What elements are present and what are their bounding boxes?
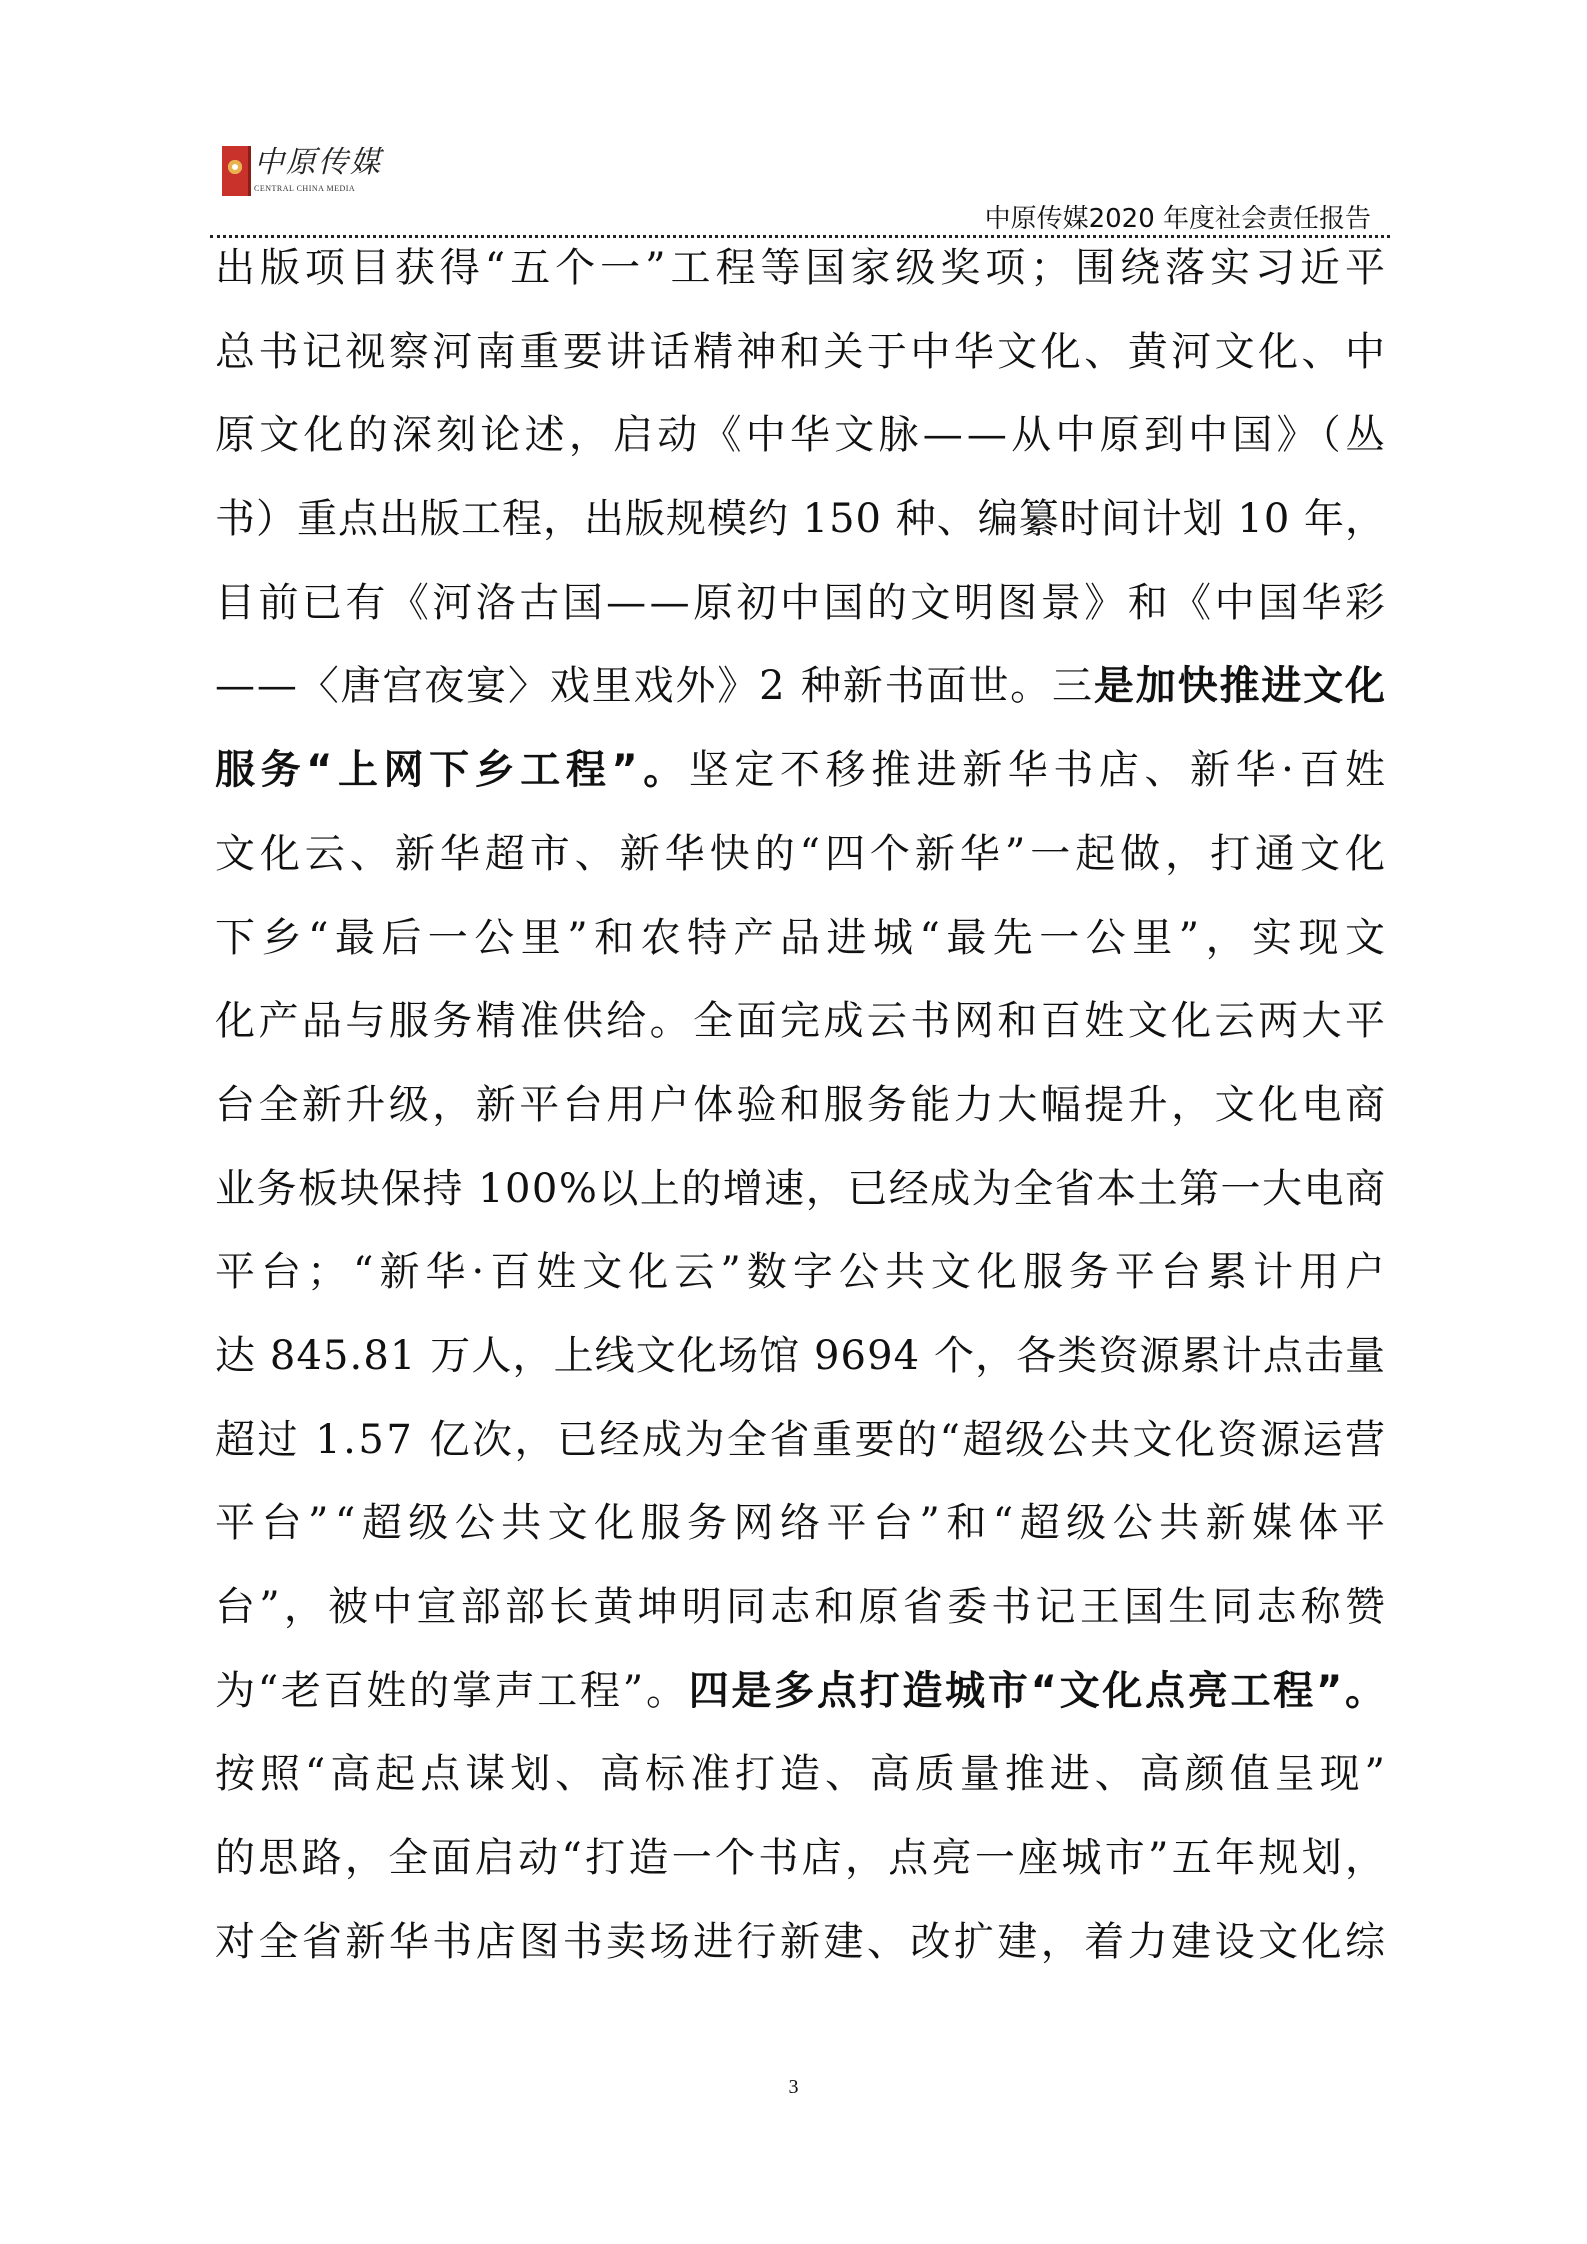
- company-logo: [222, 146, 382, 196]
- text-segment: 文化云、新华超市、新华快的“四个新华”一起做，打通文化: [215, 830, 1390, 877]
- text-line: [215, 1244, 1392, 1328]
- text-line: [215, 1579, 1390, 1663]
- text-line: [215, 324, 1389, 408]
- text-segment: 下乡“最后一公里”和农特产品进城“最先一公里”，实现文: [215, 914, 1392, 961]
- bold-text-segment: 是加快推进文化: [1093, 663, 1387, 710]
- bold-text-segment: 四是多点打造城市“文化点亮工程”。: [688, 1667, 1388, 1714]
- text-line: [215, 1495, 1392, 1579]
- logo-chinese-name: 中原传媒: [254, 145, 382, 180]
- text-line: [215, 1830, 1389, 1914]
- text-line: [215, 742, 1391, 826]
- text-line: [215, 1412, 1388, 1496]
- text-line: [215, 1746, 1390, 1830]
- text-segment: 台全新升级，新平台用户体验和服务能力大幅提升，文化电商: [215, 1081, 1389, 1128]
- text-line: [215, 1161, 1385, 1245]
- text-line: [215, 1077, 1389, 1161]
- text-line: [215, 1663, 1388, 1747]
- text-line: [215, 826, 1390, 910]
- text-segment: 达 845.81 万人，上线文化场馆 9694 个，各类资源累计点击量: [215, 1332, 1387, 1379]
- text-line: [215, 407, 1390, 491]
- text-segment: 业务板块保持 100%以上的增速，已经成为全省本土第一大电商: [215, 1165, 1387, 1212]
- text-line: [215, 575, 1389, 659]
- bold-text-segment: 服务“上网下乡工程”。: [215, 747, 689, 794]
- logo-english-name: CENTRAL CHINA MEDIA: [254, 184, 356, 193]
- text-segment: 平台”“超级公共文化服务网络平台”和“超级公共新媒体平: [215, 1500, 1392, 1547]
- header-divider: [210, 235, 1390, 238]
- logo-emblem-icon: [222, 146, 248, 196]
- report-title: 中原传媒2020 年度社会责任报告: [984, 204, 1371, 234]
- text-segment: ——〈唐宫夜宴〉戏里戏外》2 种新书面世。三: [215, 663, 1094, 710]
- text-line: [215, 993, 1389, 1077]
- page-number: 3: [788, 2076, 799, 2098]
- text-segment: 按照“高起点谋划、高标准打造、高质量推进、高颜值呈现”: [215, 1751, 1390, 1798]
- text-segment: 对全省新华书店图书卖场进行新建、改扩建，着力建设文化综: [215, 1918, 1389, 1965]
- text-line: [215, 1914, 1389, 1998]
- text-segment: 化产品与服务精准供给。全面完成云书网和百姓文化云两大平: [215, 998, 1389, 1045]
- text-segment: 台”，被中宣部部长黄坤明同志和原省委书记王国生同志称赞: [215, 1584, 1390, 1630]
- text-segment: 平台；“新华·百姓文化云”数字公共文化服务平台累计用户: [215, 1249, 1392, 1296]
- text-line: [215, 658, 1385, 742]
- text-segment: 的思路，全面启动“打造一个书店，点亮一座城市”五年规划，: [215, 1835, 1389, 1882]
- text-line: [215, 240, 1390, 324]
- text-line: [215, 910, 1392, 994]
- text-segment: 为“老百姓的掌声工程”。: [215, 1667, 689, 1714]
- text-line: [215, 491, 1385, 575]
- text-segment: 书）重点出版工程，出版规模约 150 种、编纂时间计划 10 年，: [215, 496, 1386, 543]
- text-segment: 超过 1.57 亿次，已经成为全省重要的“超级公共文化资源运营: [215, 1416, 1388, 1463]
- text-segment: 总书记视察河南重要讲话精神和关于中华文化、黄河文化、中: [215, 328, 1389, 375]
- text-segment: 原文化的深刻论述，启动《中华文脉——从中原到中国》（丛: [215, 412, 1390, 459]
- text-line: [215, 1328, 1385, 1412]
- body-text: [215, 240, 1392, 1997]
- text-segment: 坚定不移推进新华书店、新华·百姓: [688, 747, 1391, 794]
- text-segment: 目前已有《河洛古国——原初中国的文明图景》和《中国华彩: [215, 579, 1389, 626]
- text-segment: 出版项目获得“五个一”工程等国家级奖项；围绕落实习近平: [215, 245, 1390, 291]
